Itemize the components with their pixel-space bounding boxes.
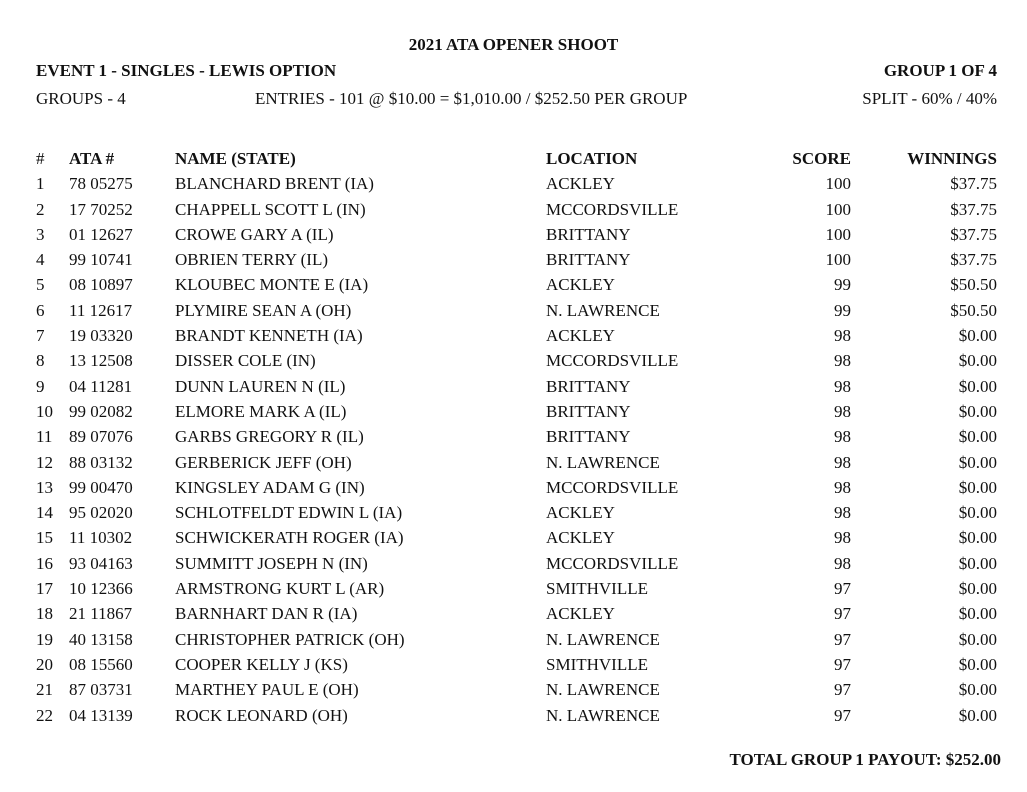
cell-name: BRANDT KENNETH (IA) bbox=[175, 326, 363, 346]
cell-name: CHRISTOPHER PATRICK (OH) bbox=[175, 629, 405, 649]
table-row bbox=[36, 576, 1001, 601]
cell-name: CROWE GARY A (IL) bbox=[175, 224, 334, 244]
cell-ata: 13 12508 bbox=[69, 351, 133, 371]
cell-num: 1 bbox=[36, 174, 45, 194]
table-row bbox=[36, 348, 1001, 373]
cell-location: N. LAWRENCE bbox=[546, 705, 660, 725]
cell-location: BRITTANY bbox=[546, 376, 631, 396]
cell-winnings: $37.75 bbox=[950, 250, 997, 270]
cell-winnings: $0.00 bbox=[958, 427, 997, 447]
header-ata: ATA # bbox=[69, 149, 115, 168]
table-row bbox=[36, 450, 1001, 475]
document-title: 2021 ATA OPENER SHOOT bbox=[408, 35, 619, 54]
cell-winnings: $0.00 bbox=[958, 326, 997, 346]
cell-score: 98 bbox=[834, 326, 851, 346]
cell-winnings: $0.00 bbox=[958, 604, 997, 624]
cell-score: 97 bbox=[834, 654, 851, 674]
cell-winnings: $0.00 bbox=[958, 705, 997, 725]
cell-location: ACKLEY bbox=[546, 503, 615, 523]
cell-location: N. LAWRENCE bbox=[546, 300, 660, 320]
cell-location: ACKLEY bbox=[546, 275, 615, 295]
cell-location: N. LAWRENCE bbox=[546, 452, 660, 472]
header-winnings: WINNINGS bbox=[907, 149, 997, 168]
table-header bbox=[36, 146, 1001, 171]
cell-score: 99 bbox=[834, 275, 851, 295]
table-row bbox=[36, 703, 1001, 728]
cell-num: 4 bbox=[36, 250, 45, 270]
cell-score: 97 bbox=[834, 705, 851, 725]
cell-name: GARBS GREGORY R (IL) bbox=[175, 427, 364, 447]
cell-ata: 19 03320 bbox=[69, 326, 133, 346]
table-row bbox=[36, 323, 1001, 348]
cell-location: BRITTANY bbox=[546, 401, 631, 421]
cell-winnings: $0.00 bbox=[958, 503, 997, 523]
cell-score: 100 bbox=[825, 174, 851, 194]
cell-ata: 01 12627 bbox=[69, 224, 133, 244]
cell-num: 16 bbox=[36, 553, 53, 573]
table-row bbox=[36, 475, 1001, 500]
cell-winnings: $0.00 bbox=[958, 401, 997, 421]
cell-winnings: $0.00 bbox=[958, 477, 997, 497]
cell-winnings: $0.00 bbox=[958, 351, 997, 371]
cell-num: 13 bbox=[36, 477, 53, 497]
cell-winnings: $0.00 bbox=[958, 579, 997, 599]
cell-ata: 88 03132 bbox=[69, 452, 133, 472]
table-row bbox=[36, 500, 1001, 525]
cell-num: 14 bbox=[36, 503, 53, 523]
table-row bbox=[36, 551, 1001, 576]
cell-score: 98 bbox=[834, 553, 851, 573]
cell-name: GERBERICK JEFF (OH) bbox=[175, 452, 352, 472]
cell-score: 100 bbox=[825, 250, 851, 270]
cell-name: COOPER KELLY J (KS) bbox=[175, 654, 348, 674]
cell-ata: 04 13139 bbox=[69, 705, 133, 725]
table-row bbox=[36, 399, 1001, 424]
cell-winnings: $0.00 bbox=[958, 553, 997, 573]
table-row bbox=[36, 627, 1001, 652]
cell-score: 97 bbox=[834, 604, 851, 624]
cell-score: 98 bbox=[834, 477, 851, 497]
cell-name: OBRIEN TERRY (IL) bbox=[175, 250, 328, 270]
total-payout: TOTAL GROUP 1 PAYOUT: $252.00 bbox=[729, 750, 1001, 769]
cell-name: KINGSLEY ADAM G (IN) bbox=[175, 477, 365, 497]
cell-num: 12 bbox=[36, 452, 53, 472]
cell-score: 98 bbox=[834, 401, 851, 421]
cell-location: SMITHVILLE bbox=[546, 654, 648, 674]
cell-ata: 08 15560 bbox=[69, 654, 133, 674]
results-table bbox=[36, 146, 1001, 728]
cell-location: ACKLEY bbox=[546, 326, 615, 346]
event-heading: EVENT 1 - SINGLES - LEWIS OPTION bbox=[36, 61, 337, 80]
cell-location: ACKLEY bbox=[546, 528, 615, 548]
cell-winnings: $0.00 bbox=[958, 680, 997, 700]
cell-num: 21 bbox=[36, 680, 53, 700]
cell-winnings: $50.50 bbox=[950, 300, 997, 320]
cell-location: MCCORDSVILLE bbox=[546, 477, 679, 497]
groups-count: GROUPS - 4 bbox=[36, 89, 126, 108]
cell-score: 98 bbox=[834, 503, 851, 523]
cell-ata: 99 10741 bbox=[69, 250, 133, 270]
cell-ata: 11 12617 bbox=[69, 300, 133, 320]
cell-winnings: $0.00 bbox=[958, 452, 997, 472]
table-row bbox=[36, 222, 1001, 247]
cell-ata: 17 70252 bbox=[69, 199, 133, 219]
table-row bbox=[36, 677, 1001, 702]
cell-location: SMITHVILLE bbox=[546, 579, 648, 599]
cell-location: MCCORDSVILLE bbox=[546, 351, 679, 371]
cell-ata: 99 00470 bbox=[69, 477, 133, 497]
cell-name: KLOUBEC MONTE E (IA) bbox=[175, 275, 369, 295]
cell-winnings: $50.50 bbox=[950, 275, 997, 295]
cell-score: 97 bbox=[834, 579, 851, 599]
cell-num: 10 bbox=[36, 401, 53, 421]
group-indicator: GROUP 1 OF 4 bbox=[883, 61, 997, 80]
cell-name: BARNHART DAN R (IA) bbox=[175, 604, 358, 624]
cell-score: 98 bbox=[834, 351, 851, 371]
cell-location: BRITTANY bbox=[546, 427, 631, 447]
cell-winnings: $0.00 bbox=[958, 654, 997, 674]
cell-location: ACKLEY bbox=[546, 174, 615, 194]
cell-num: 19 bbox=[36, 629, 53, 649]
cell-score: 97 bbox=[834, 680, 851, 700]
cell-num: 22 bbox=[36, 705, 53, 725]
cell-num: 11 bbox=[36, 427, 53, 447]
cell-score: 97 bbox=[834, 629, 851, 649]
cell-score: 100 bbox=[825, 224, 851, 244]
cell-ata: 11 10302 bbox=[69, 528, 133, 548]
cell-num: 7 bbox=[36, 326, 45, 346]
table-row bbox=[36, 171, 1001, 196]
cell-score: 98 bbox=[834, 427, 851, 447]
table-row bbox=[36, 298, 1001, 323]
entries-summary: ENTRIES - 101 @ $10.00 = $1,010.00 / $252.50 PER GROUP bbox=[255, 89, 688, 108]
cell-score: 98 bbox=[834, 528, 851, 548]
cell-ata: 93 04163 bbox=[69, 553, 133, 573]
cell-winnings: $0.00 bbox=[958, 629, 997, 649]
cell-ata: 89 07076 bbox=[69, 427, 133, 447]
payout-split: SPLIT - 60% / 40% bbox=[862, 89, 997, 108]
table-row bbox=[36, 601, 1001, 626]
cell-num: 17 bbox=[36, 579, 53, 599]
table-body bbox=[36, 171, 1001, 728]
cell-name: ARMSTRONG KURT L (AR) bbox=[175, 579, 385, 599]
table-row bbox=[36, 424, 1001, 449]
cell-name: MARTHEY PAUL E (OH) bbox=[175, 680, 359, 700]
cell-name: CHAPPELL SCOTT L (IN) bbox=[175, 199, 366, 219]
cell-winnings: $0.00 bbox=[958, 528, 997, 548]
cell-name: PLYMIRE SEAN A (OH) bbox=[175, 300, 352, 320]
cell-ata: 99 02082 bbox=[69, 401, 133, 421]
cell-num: 9 bbox=[36, 376, 45, 396]
cell-name: BLANCHARD BRENT (IA) bbox=[175, 174, 374, 194]
cell-name: SUMMITT JOSEPH N (IN) bbox=[175, 553, 368, 573]
cell-winnings: $37.75 bbox=[950, 224, 997, 244]
cell-num: 6 bbox=[36, 300, 45, 320]
cell-ata: 04 11281 bbox=[69, 376, 133, 396]
cell-ata: 10 12366 bbox=[69, 579, 133, 599]
cell-name: ELMORE MARK A (IL) bbox=[175, 401, 347, 421]
cell-ata: 95 02020 bbox=[69, 503, 133, 523]
cell-name: ROCK LEONARD (OH) bbox=[175, 705, 348, 725]
cell-num: 5 bbox=[36, 275, 45, 295]
cell-location: MCCORDSVILLE bbox=[546, 553, 679, 573]
cell-location: ACKLEY bbox=[546, 604, 615, 624]
table-row bbox=[36, 374, 1001, 399]
cell-name: SCHWICKERATH ROGER (IA) bbox=[175, 528, 404, 548]
table-row bbox=[36, 272, 1001, 297]
cell-location: N. LAWRENCE bbox=[546, 680, 660, 700]
cell-name: DUNN LAUREN N (IL) bbox=[175, 376, 346, 396]
cell-name: SCHLOTFELDT EDWIN L (IA) bbox=[175, 503, 403, 523]
cell-ata: 87 03731 bbox=[69, 680, 133, 700]
cell-num: 3 bbox=[36, 224, 45, 244]
cell-num: 8 bbox=[36, 351, 45, 371]
header-location: LOCATION bbox=[546, 149, 638, 168]
table-row bbox=[36, 247, 1001, 272]
cell-score: 98 bbox=[834, 376, 851, 396]
cell-score: 99 bbox=[834, 300, 851, 320]
cell-num: 2 bbox=[36, 199, 45, 219]
table-row bbox=[36, 197, 1001, 222]
cell-winnings: $0.00 bbox=[958, 376, 997, 396]
cell-location: BRITTANY bbox=[546, 224, 631, 244]
cell-score: 100 bbox=[825, 199, 851, 219]
cell-ata: 21 11867 bbox=[69, 604, 133, 624]
header-num: # bbox=[36, 149, 45, 168]
cell-ata: 40 13158 bbox=[69, 629, 133, 649]
table-row bbox=[36, 652, 1001, 677]
cell-winnings: $37.75 bbox=[950, 174, 997, 194]
cell-num: 15 bbox=[36, 528, 53, 548]
cell-name: DISSER COLE (IN) bbox=[175, 351, 316, 371]
cell-winnings: $37.75 bbox=[950, 199, 997, 219]
cell-num: 20 bbox=[36, 654, 53, 674]
cell-location: N. LAWRENCE bbox=[546, 629, 660, 649]
header-name: NAME (STATE) bbox=[175, 149, 296, 168]
cell-score: 98 bbox=[834, 452, 851, 472]
cell-location: BRITTANY bbox=[546, 250, 631, 270]
cell-ata: 78 05275 bbox=[69, 174, 133, 194]
header-score: SCORE bbox=[792, 149, 851, 168]
cell-location: MCCORDSVILLE bbox=[546, 199, 679, 219]
cell-ata: 08 10897 bbox=[69, 275, 133, 295]
cell-num: 18 bbox=[36, 604, 53, 624]
table-row bbox=[36, 525, 1001, 550]
